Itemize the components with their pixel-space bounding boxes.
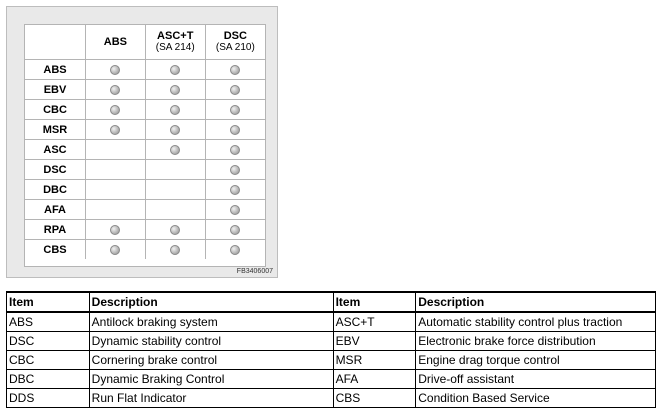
legend-description-cell: Electronic brake force distribution xyxy=(416,332,656,351)
legend-row xyxy=(7,370,656,389)
matrix-cell xyxy=(86,160,146,180)
matrix-row-label: ABS xyxy=(25,60,86,80)
feature-matrix-figure xyxy=(6,6,278,278)
matrix-cell xyxy=(145,200,205,220)
availability-dot-icon xyxy=(170,245,180,255)
column-label: DSC xyxy=(223,30,247,42)
matrix-cell xyxy=(145,80,205,100)
matrix-cell xyxy=(86,120,146,140)
matrix-row-label: EBV xyxy=(25,80,86,100)
matrix-column-header xyxy=(86,25,146,60)
matrix-cell xyxy=(205,140,265,160)
matrix-cell xyxy=(145,120,205,140)
column-label: ASC+T xyxy=(157,30,194,42)
legend-row xyxy=(7,389,656,408)
matrix-row xyxy=(25,100,265,120)
legend-row xyxy=(7,332,656,351)
matrix-cell xyxy=(205,240,265,260)
legend-description-cell: Run Flat Indicator xyxy=(89,389,333,408)
availability-dot-icon xyxy=(170,85,180,95)
legend-item-cell: DSC xyxy=(7,332,90,351)
availability-dot-icon xyxy=(230,145,240,155)
column-label: ABS xyxy=(103,36,128,48)
matrix-cell xyxy=(205,60,265,80)
matrix-cell xyxy=(145,140,205,160)
legend-item-cell: MSR xyxy=(333,351,416,370)
legend-header-cell: Description xyxy=(416,292,656,312)
matrix-row-label: RPA xyxy=(25,220,86,240)
matrix-cell xyxy=(86,240,146,260)
legend-item-cell: CBS xyxy=(333,389,416,408)
legend-table xyxy=(6,291,656,408)
matrix-column-header xyxy=(205,25,265,60)
legend-row xyxy=(7,351,656,370)
matrix-row xyxy=(25,180,265,200)
matrix-row-label: CBC xyxy=(25,100,86,120)
matrix-cell xyxy=(86,200,146,220)
matrix-cell xyxy=(205,120,265,140)
matrix-cell xyxy=(145,160,205,180)
matrix-cell xyxy=(145,100,205,120)
legend-description-cell: Dynamic Braking Control xyxy=(89,370,333,389)
matrix-row-label: DSC xyxy=(25,160,86,180)
matrix-row xyxy=(25,120,265,140)
legend-description-cell: Cornering brake control xyxy=(89,351,333,370)
matrix-row-label: CBS xyxy=(25,240,86,260)
availability-dot-icon xyxy=(230,205,240,215)
column-sublabel: (SA 210) xyxy=(215,42,255,53)
matrix-cell xyxy=(205,200,265,220)
matrix-cell xyxy=(86,100,146,120)
matrix-row xyxy=(25,80,265,100)
legend-item-cell: DBC xyxy=(7,370,90,389)
matrix-cell xyxy=(205,100,265,120)
matrix-cell xyxy=(205,160,265,180)
legend-item-cell: EBV xyxy=(333,332,416,351)
legend-header-cell: Description xyxy=(89,292,333,312)
matrix-corner-cell xyxy=(25,25,86,60)
legend-item-cell: ASC+T xyxy=(333,312,416,332)
matrix-cell xyxy=(205,180,265,200)
legend-header-cell: Item xyxy=(333,292,416,312)
matrix-header-row xyxy=(25,25,265,60)
legend-header-cell: Item xyxy=(7,292,90,312)
matrix-table xyxy=(25,25,265,259)
matrix-row-label: ASC xyxy=(25,140,86,160)
legend-description-cell: Dynamic stability control xyxy=(89,332,333,351)
legend-description-cell: Antilock braking system xyxy=(89,312,333,332)
matrix-cell xyxy=(205,80,265,100)
availability-dot-icon xyxy=(110,125,120,135)
availability-dot-icon xyxy=(110,245,120,255)
matrix-cell xyxy=(145,220,205,240)
availability-dot-icon xyxy=(230,105,240,115)
legend-header-row xyxy=(7,292,656,312)
availability-dot-icon xyxy=(110,65,120,75)
matrix-cell xyxy=(86,60,146,80)
availability-dot-icon xyxy=(170,225,180,235)
availability-dot-icon xyxy=(230,225,240,235)
availability-dot-icon xyxy=(230,85,240,95)
matrix-row xyxy=(25,160,265,180)
matrix-row-label: AFA xyxy=(25,200,86,220)
matrix-row xyxy=(25,200,265,220)
legend-description-cell: Automatic stability control plus traction xyxy=(416,312,656,332)
legend-description-cell: Drive-off assistant xyxy=(416,370,656,389)
matrix-row xyxy=(25,220,265,240)
matrix-cell xyxy=(86,180,146,200)
availability-dot-icon xyxy=(230,185,240,195)
matrix-cell xyxy=(145,60,205,80)
matrix-row xyxy=(25,140,265,160)
availability-dot-icon xyxy=(230,245,240,255)
legend-item-cell: ABS xyxy=(7,312,90,332)
column-sublabel: (SA 214) xyxy=(155,42,195,53)
legend-description-cell: Engine drag torque control xyxy=(416,351,656,370)
matrix-row-label: DBC xyxy=(25,180,86,200)
availability-dot-icon xyxy=(170,125,180,135)
availability-dot-icon xyxy=(110,85,120,95)
availability-dot-icon xyxy=(170,145,180,155)
matrix-cell xyxy=(86,80,146,100)
matrix-cell xyxy=(145,240,205,260)
availability-dot-icon xyxy=(170,65,180,75)
legend-item-cell: DDS xyxy=(7,389,90,408)
matrix-row xyxy=(25,240,265,260)
feature-matrix xyxy=(24,24,266,267)
legend-description-cell: Condition Based Service xyxy=(416,389,656,408)
availability-dot-icon xyxy=(230,125,240,135)
matrix-row xyxy=(25,60,265,80)
legend-row xyxy=(7,312,656,332)
availability-dot-icon xyxy=(230,165,240,175)
matrix-cell xyxy=(86,140,146,160)
matrix-row-label: MSR xyxy=(25,120,86,140)
matrix-cell xyxy=(145,180,205,200)
figure-code: FB3406007 xyxy=(236,268,273,275)
legend-item-cell: CBC xyxy=(7,351,90,370)
availability-dot-icon xyxy=(110,225,120,235)
matrix-cell xyxy=(205,220,265,240)
legend-item-cell: AFA xyxy=(333,370,416,389)
availability-dot-icon xyxy=(170,105,180,115)
availability-dot-icon xyxy=(110,105,120,115)
availability-dot-icon xyxy=(230,65,240,75)
matrix-cell xyxy=(86,220,146,240)
matrix-column-header xyxy=(145,25,205,60)
